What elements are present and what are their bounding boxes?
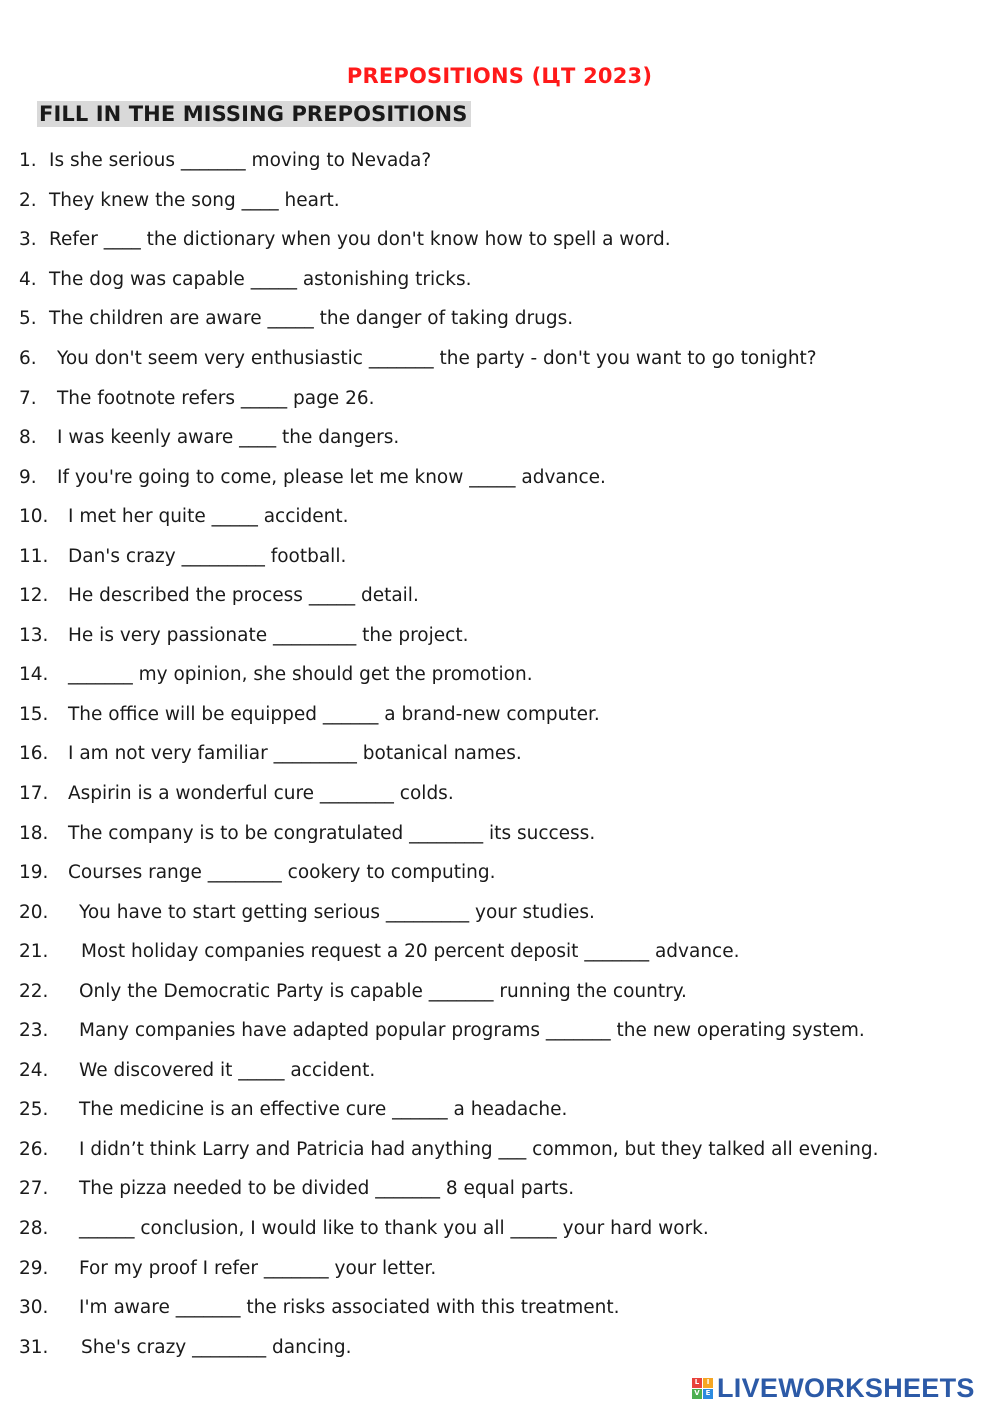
exercise-number: 11. <box>19 545 49 567</box>
exercise-item <box>19 774 994 814</box>
exercise-sentence: He described the process _____ detail. <box>68 585 419 607</box>
exercise-list <box>19 141 994 1367</box>
exercise-number: 16. <box>19 743 49 765</box>
exercise-item <box>19 1169 994 1209</box>
exercise-item <box>19 1209 994 1249</box>
exercise-sentence: I didn’t think Larry and Patricia had anything ___ common, but they talked all evening. <box>79 1138 879 1160</box>
exercise-item <box>19 1288 994 1328</box>
exercise-number: 28. <box>19 1218 49 1240</box>
exercise-number: 19. <box>19 862 49 884</box>
exercise-sentence: Courses range ________ cookery to computing. <box>68 862 496 884</box>
exercise-sentence: Dan's crazy _________ football. <box>68 545 347 567</box>
exercise-item <box>19 813 994 853</box>
exercise-sentence: She's crazy ________ dancing. <box>81 1336 352 1358</box>
exercise-number: 14. <box>19 664 49 686</box>
exercise-item <box>19 536 994 576</box>
exercise-item <box>19 734 994 774</box>
exercise-item <box>19 932 994 972</box>
exercise-sentence: _______ my opinion, she should get the promotion. <box>68 664 533 686</box>
exercise-sentence: ______ conclusion, I would like to thank you all _____ your hard work. <box>79 1218 709 1240</box>
exercise-sentence: The company is to be congratulated ________ its success. <box>68 822 596 844</box>
exercise-number: 22. <box>19 980 49 1002</box>
exercise-number: 15. <box>19 703 49 725</box>
exercise-number: 27. <box>19 1178 49 1200</box>
exercise-item <box>19 576 994 616</box>
exercise-sentence: Aspirin is a wonderful cure ________ colds. <box>68 783 454 805</box>
exercise-item <box>19 1248 994 1288</box>
exercise-number: 4. <box>19 268 37 290</box>
worksheet-instructions: FILL IN THE MISSING PREPOSITIONS <box>37 101 471 127</box>
exercise-sentence: I was keenly aware ____ the dangers. <box>57 427 400 449</box>
exercise-number: 12. <box>19 585 49 607</box>
exercise-number: 29. <box>19 1257 49 1279</box>
exercise-item <box>19 299 994 339</box>
exercise-sentence: You don't seem very enthusiastic _______ the party - don't you want to go tonight? <box>57 348 817 369</box>
exercise-item <box>19 892 994 932</box>
exercise-number: 24. <box>19 1059 49 1081</box>
exercise-number: 10. <box>19 506 49 528</box>
exercise-item <box>19 1130 994 1170</box>
exercise-number: 20. <box>19 901 49 923</box>
exercise-number: 18. <box>19 822 49 844</box>
exercise-item <box>19 1327 994 1367</box>
logo-tile: E <box>703 1389 713 1399</box>
exercise-item <box>19 260 994 300</box>
exercise-item <box>19 1051 994 1091</box>
exercise-sentence: The office will be equipped ______ a brand-new computer. <box>68 703 600 725</box>
exercise-item <box>19 695 994 735</box>
exercise-number: 1. <box>19 150 37 172</box>
exercise-number: 8. <box>19 427 37 449</box>
exercise-number: 23. <box>19 1020 49 1042</box>
exercise-sentence: They knew the song ____ heart. <box>49 189 340 211</box>
exercise-item <box>19 853 994 893</box>
logo-tile: V <box>692 1389 702 1399</box>
exercise-number: 9. <box>19 466 37 488</box>
logo-tile: L <box>692 1378 702 1388</box>
exercise-number: 7. <box>19 387 37 409</box>
liveworksheets-logo-text: LIVEWORKSHEETS <box>717 1372 975 1403</box>
exercise-sentence: The dog was capable _____ astonishing tricks. <box>49 268 472 290</box>
exercise-item <box>19 418 994 458</box>
logo-tile: I <box>703 1378 713 1388</box>
liveworksheets-logo-icon <box>692 1378 713 1399</box>
exercise-number: 6. <box>19 348 37 369</box>
exercise-number: 26. <box>19 1138 49 1160</box>
exercise-item <box>19 457 994 497</box>
exercise-item <box>19 616 994 656</box>
exercise-sentence: I'm aware _______ the risks associated with this treatment. <box>79 1297 620 1319</box>
exercise-number: 2. <box>19 189 37 211</box>
exercise-item <box>19 655 994 695</box>
exercise-sentence: He is very passionate _________ the project. <box>68 624 469 646</box>
exercise-number: 5. <box>19 308 37 330</box>
exercise-sentence: Is she serious _______ moving to Nevada? <box>49 150 432 172</box>
exercise-sentence: The pizza needed to be divided _______ 8 equal parts. <box>79 1178 575 1200</box>
exercise-number: 31. <box>19 1336 49 1358</box>
exercise-number: 3. <box>19 229 37 251</box>
exercise-sentence: I met her quite _____ accident. <box>68 506 349 528</box>
exercise-item <box>19 339 994 379</box>
exercise-item <box>19 971 994 1011</box>
exercise-number: 17. <box>19 783 49 805</box>
exercise-sentence: Many companies have adapted popular programs _______ the new operating system. <box>79 1020 865 1042</box>
exercise-sentence: Refer ____ the dictionary when you don't know how to spell a word. <box>49 229 671 251</box>
exercise-item <box>19 141 994 181</box>
exercise-sentence: Only the Democratic Party is capable _______ running the country. <box>79 980 687 1002</box>
exercise-number: 13. <box>19 624 49 646</box>
exercise-sentence: If you're going to come, please let me know _____ advance. <box>57 466 606 488</box>
exercise-sentence: For my proof I refer _______ your letter. <box>79 1257 437 1279</box>
exercise-item <box>19 181 994 221</box>
exercise-sentence: The footnote refers _____ page 26. <box>57 387 375 409</box>
exercise-sentence: Most holiday companies request a 20 percent deposit _______ advance. <box>81 941 740 963</box>
exercise-item <box>19 497 994 537</box>
exercise-item <box>19 378 994 418</box>
exercise-item <box>19 220 994 260</box>
exercise-number: 25. <box>19 1099 49 1121</box>
exercise-number: 30. <box>19 1297 49 1319</box>
exercise-item <box>19 1011 994 1051</box>
exercise-sentence: We discovered it _____ accident. <box>79 1059 376 1081</box>
exercise-item <box>19 1090 994 1130</box>
exercise-sentence: The medicine is an effective cure ______ a headache. <box>79 1099 568 1121</box>
exercise-number: 21. <box>19 941 49 963</box>
liveworksheets-logo[interactable] <box>692 1372 975 1404</box>
exercise-sentence: The children are aware _____ the danger of taking drugs. <box>49 308 574 330</box>
worksheet-title: PREPOSITIONS (ЦТ 2023) <box>346 64 653 88</box>
exercise-sentence: You have to start getting serious _________ your studies. <box>79 901 595 923</box>
exercise-sentence: I am not very familiar _________ botanical names. <box>68 743 522 765</box>
